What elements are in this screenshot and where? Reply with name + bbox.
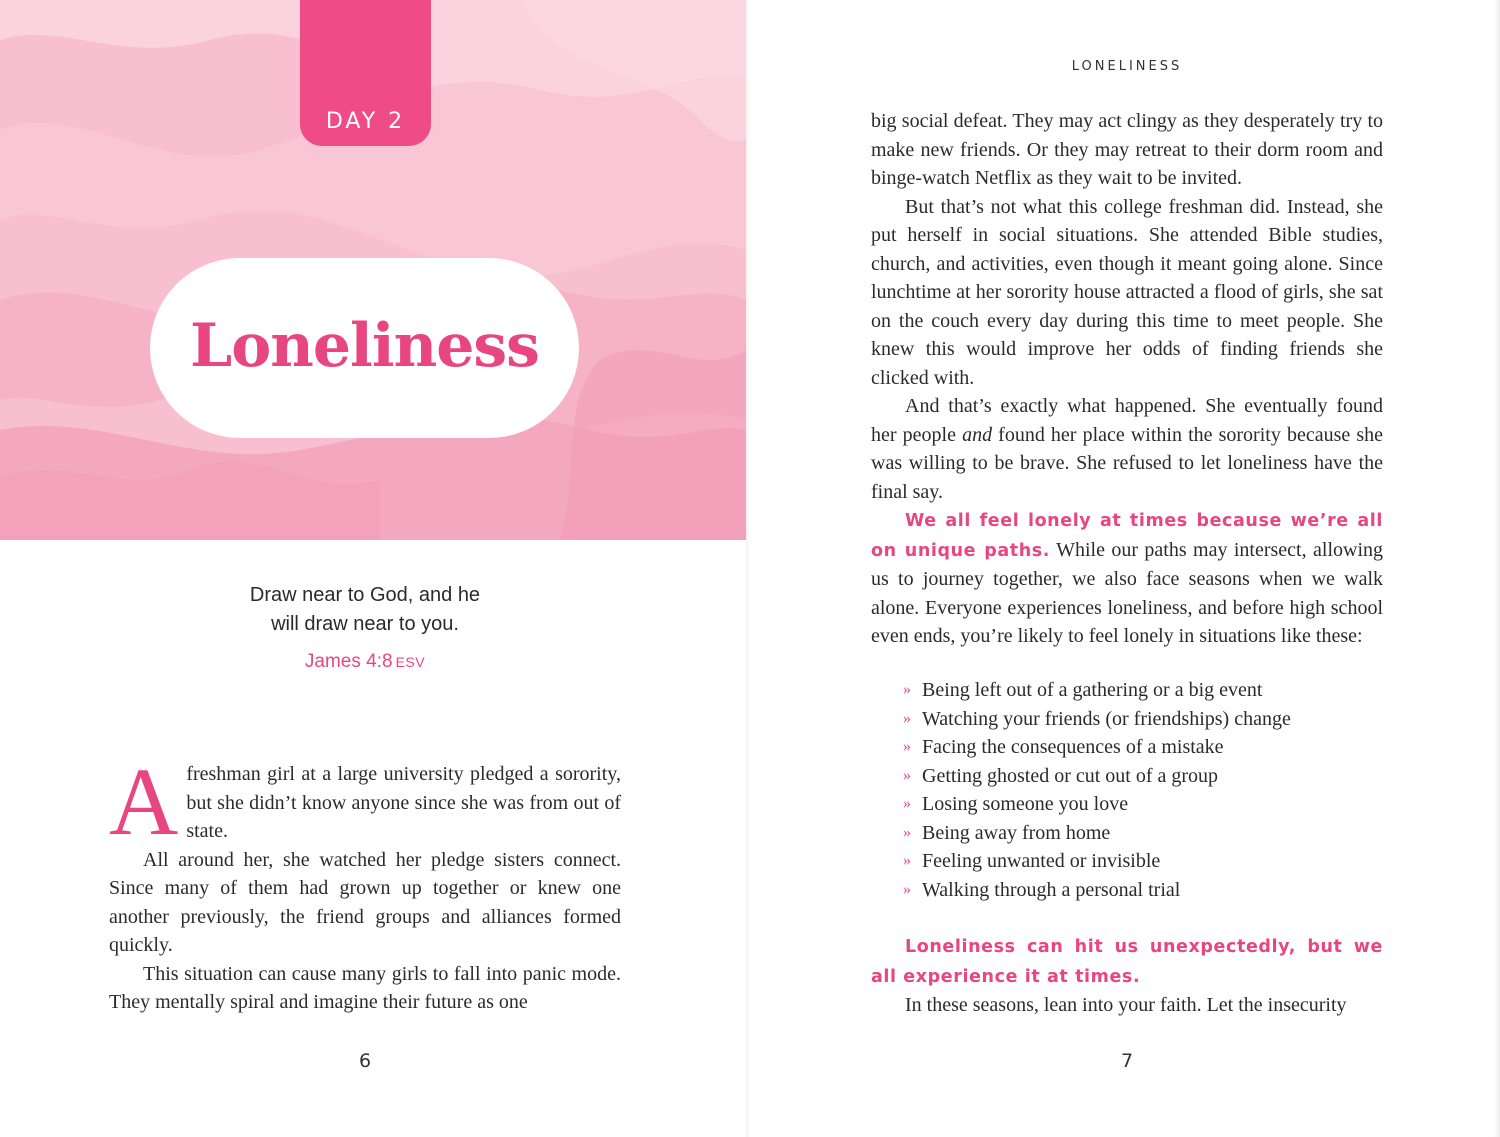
list-item xyxy=(903,762,1383,791)
chapter-banner xyxy=(0,0,746,540)
text-run: found her place within the sorority because she was willing to be brave. She refused to let loneliness have the final say. xyxy=(871,423,1383,503)
drop-cap: A xyxy=(109,748,179,855)
paragraph: big social defeat. They may act clingy as they desperately try to make new friends. Or they may retreat to their dorm room and binge-watch Netflix as they wait to be invited. xyxy=(871,110,1383,189)
day-tab xyxy=(300,0,431,146)
italic-text: and xyxy=(962,423,993,446)
bullet-marker: » xyxy=(903,681,911,698)
verse-line-2: will draw near to you. xyxy=(271,613,459,635)
list-item xyxy=(903,790,1383,819)
list-item-text: Facing the consequences of a mistake xyxy=(922,736,1224,758)
running-head: LONELINESS xyxy=(1071,59,1183,74)
paragraph: This situation can cause many girls to fall into panic mode. They mentally spiral and imagine their future as one xyxy=(109,962,621,1013)
page-number-right: 7 xyxy=(1120,1050,1134,1072)
list-item-text: Being away from home xyxy=(922,821,1111,844)
bullet-list xyxy=(903,676,1383,904)
page-edge-shadow xyxy=(1494,0,1500,1137)
bullet-marker: » xyxy=(903,823,911,841)
paragraph: All around her, she watched her pledge sisters connect. Since many of them had grown up together or knew one another previously, the friend groups and alliances formed quickly. xyxy=(109,848,621,956)
bullet-marker: » xyxy=(903,738,911,755)
right-body-text xyxy=(871,107,1383,651)
list-item xyxy=(903,676,1383,705)
bullet-marker: » xyxy=(903,852,911,869)
bullet-marker: » xyxy=(903,880,911,898)
emphasis-text: We all feel lonely at times because we’re all on unique paths. xyxy=(871,511,1383,561)
text-run: And that’s exactly what happened. She eventually found her people xyxy=(871,395,1383,446)
verse-reference xyxy=(160,651,570,673)
list-item xyxy=(903,876,1383,905)
page-number-left: 6 xyxy=(358,1050,372,1072)
text-run: While our paths may intersect, allowing us to journey together, we also face seasons when we walk alone. Everyone experiences loneliness, and before high school even ends, you’re likely to feel lonely in situations like these: xyxy=(871,538,1384,647)
paragraph xyxy=(871,392,1383,506)
bullet-marker: » xyxy=(903,795,911,812)
paragraph-opening-text: freshman girl at a large university pledged a sorority, but she didn’t know anyone since she was from out of state. xyxy=(186,763,621,842)
paragraph-emphasis xyxy=(871,506,1383,651)
list-item-text: Watching your friends (or friendships) change xyxy=(922,707,1291,730)
list-item-text: Getting ghosted or cut out of a group xyxy=(922,764,1219,787)
left-body-text xyxy=(109,748,621,1017)
list-item xyxy=(903,847,1383,876)
bullet-marker: » xyxy=(903,766,911,784)
verse-citation: James 4:8 xyxy=(304,651,393,672)
paragraph: But that’s not what this college freshman did. Instead, she put herself in social situations. She attended Bible studies, church, and activities, even though it meant going alone. Since lunchtime at her sorority house attracted a flood of girls, she sat on the couch every day during this time to meet people. She knew this would improve her odds of finding friends she clicked with. xyxy=(871,195,1383,389)
list-item-text: Losing someone you love xyxy=(922,793,1129,815)
verse-version: ESV xyxy=(395,654,426,670)
chapter-title: Loneliness xyxy=(190,311,539,381)
right-body-text-continued xyxy=(871,932,1383,1020)
paragraph-opening xyxy=(109,748,621,855)
list-item-text: Feeling unwanted or invisible xyxy=(922,850,1161,872)
list-item-text: Being left out of a gathering or a big event xyxy=(922,679,1263,701)
paragraph-emphasis xyxy=(871,932,1383,991)
scripture-verse xyxy=(160,581,570,639)
title-pill xyxy=(150,258,579,438)
bullet-marker: » xyxy=(903,709,911,727)
verse-line-1: Draw near to God, and he xyxy=(249,584,481,606)
list-item xyxy=(903,819,1383,848)
paragraph: In these seasons, lean into your faith. Let the insecurity xyxy=(905,994,1347,1016)
list-item-text: Walking through a personal trial xyxy=(922,878,1181,901)
list-item xyxy=(903,733,1383,762)
list-item xyxy=(903,705,1383,734)
emphasis-text: Loneliness can hit us unexpectedly, but we all experience it at times. xyxy=(871,937,1383,987)
day-label: DAY 2 xyxy=(325,109,406,134)
